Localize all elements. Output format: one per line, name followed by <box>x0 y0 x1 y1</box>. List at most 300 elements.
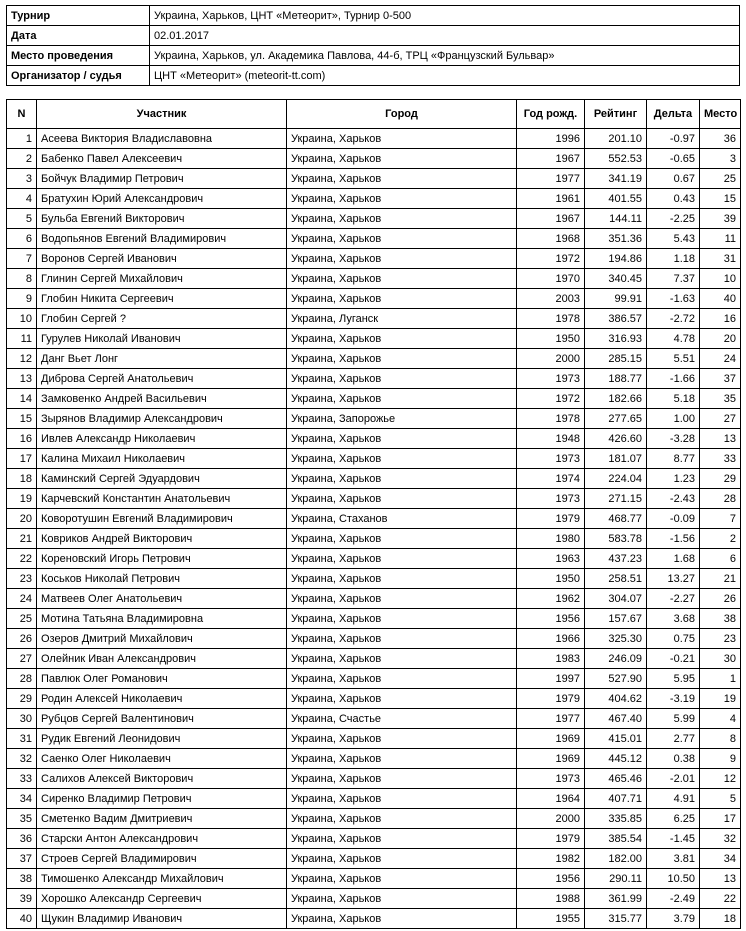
birth-year-cell: 1955 <box>517 909 585 929</box>
birth-year-cell: 2003 <box>517 289 585 309</box>
participant-name-cell: Бойчук Владимир Петрович <box>37 169 287 189</box>
delta-cell: 3.68 <box>647 609 700 629</box>
city-cell: Украина, Харьков <box>287 169 517 189</box>
city-cell: Украина, Харьков <box>287 129 517 149</box>
table-row <box>7 709 741 729</box>
delta-cell: -2.43 <box>647 489 700 509</box>
delta-cell: -2.72 <box>647 309 700 329</box>
birth-year-cell: 1978 <box>517 309 585 329</box>
participant-name-cell: Ивлев Александр Николаевич <box>37 429 287 449</box>
birth-year-cell: 1983 <box>517 649 585 669</box>
rating-cell: 182.66 <box>585 389 647 409</box>
participant-name-cell: Асеева Виктория Владиславовна <box>37 129 287 149</box>
place-cell: 23 <box>700 629 741 649</box>
rating-cell: 465.46 <box>585 769 647 789</box>
place-cell: 27 <box>700 409 741 429</box>
delta-cell: -2.01 <box>647 769 700 789</box>
birth-year-cell: 1950 <box>517 329 585 349</box>
participant-name-cell: Бабенко Павел Алексеевич <box>37 149 287 169</box>
birth-year-cell: 1956 <box>517 609 585 629</box>
place-cell: 18 <box>700 909 741 929</box>
table-row <box>7 809 741 829</box>
rating-cell: 583.78 <box>585 529 647 549</box>
participant-name-cell: Строев Сергей Владимирович <box>37 849 287 869</box>
table-row <box>7 409 741 429</box>
birth-year-cell: 1970 <box>517 269 585 289</box>
city-cell: Украина, Харьков <box>287 729 517 749</box>
participant-name-cell: Карчевский Константин Анатольевич <box>37 489 287 509</box>
rating-cell: 426.60 <box>585 429 647 449</box>
participant-name-cell: Озеров Дмитрий Михайлович <box>37 629 287 649</box>
place-cell: 17 <box>700 809 741 829</box>
place-cell: 2 <box>700 529 741 549</box>
birth-year-cell: 1977 <box>517 169 585 189</box>
table-row <box>7 769 741 789</box>
place-cell: 30 <box>700 649 741 669</box>
delta-cell: 5.95 <box>647 669 700 689</box>
table-row <box>7 549 741 569</box>
table-row <box>7 169 741 189</box>
place-cell: 3 <box>700 149 741 169</box>
delta-cell: -2.25 <box>647 209 700 229</box>
birth-year-cell: 1972 <box>517 389 585 409</box>
city-cell: Украина, Харьков <box>287 449 517 469</box>
birth-year-cell: 1974 <box>517 469 585 489</box>
table-row <box>7 309 741 329</box>
row-number-cell: 25 <box>7 609 37 629</box>
info-row <box>7 26 740 46</box>
table-row <box>7 569 741 589</box>
city-cell: Украина, Харьков <box>287 889 517 909</box>
rating-cell: 468.77 <box>585 509 647 529</box>
city-cell: Украина, Харьков <box>287 669 517 689</box>
row-number-cell: 22 <box>7 549 37 569</box>
table-row <box>7 249 741 269</box>
participant-name-cell: Братухин Юрий Александрович <box>37 189 287 209</box>
rating-cell: 437.23 <box>585 549 647 569</box>
row-number-cell: 18 <box>7 469 37 489</box>
city-cell: Украина, Харьков <box>287 429 517 449</box>
place-cell: 9 <box>700 749 741 769</box>
rating-cell: 194.86 <box>585 249 647 269</box>
table-row <box>7 509 741 529</box>
rating-cell: 467.40 <box>585 709 647 729</box>
rating-cell: 340.45 <box>585 269 647 289</box>
results-table <box>6 99 741 929</box>
results-body <box>7 129 741 929</box>
rating-cell: 386.57 <box>585 309 647 329</box>
row-number-cell: 20 <box>7 509 37 529</box>
place-cell: 10 <box>700 269 741 289</box>
delta-cell: 0.75 <box>647 629 700 649</box>
rating-cell: 304.07 <box>585 589 647 609</box>
table-row <box>7 489 741 509</box>
city-cell: Украина, Харьков <box>287 469 517 489</box>
row-number-cell: 30 <box>7 709 37 729</box>
city-cell: Украина, Харьков <box>287 909 517 929</box>
table-row <box>7 329 741 349</box>
table-row <box>7 829 741 849</box>
info-value: Украина, Харьков, ЦНТ «Метеорит», Турнир 0-500 <box>150 6 740 26</box>
delta-cell: 0.43 <box>647 189 700 209</box>
city-cell: Украина, Харьков <box>287 649 517 669</box>
delta-cell: 7.37 <box>647 269 700 289</box>
participant-name-cell: Данг Вьет Лонг <box>37 349 287 369</box>
row-number-cell: 29 <box>7 689 37 709</box>
city-cell: Украина, Харьков <box>287 249 517 269</box>
rating-cell: 182.00 <box>585 849 647 869</box>
table-row <box>7 449 741 469</box>
place-cell: 37 <box>700 369 741 389</box>
birth-year-cell: 1969 <box>517 749 585 769</box>
table-row <box>7 609 741 629</box>
birth-year-cell: 1973 <box>517 449 585 469</box>
row-number-cell: 27 <box>7 649 37 669</box>
birth-year-cell: 1973 <box>517 489 585 509</box>
rating-cell: 316.93 <box>585 329 647 349</box>
place-cell: 6 <box>700 549 741 569</box>
city-cell: Украина, Харьков <box>287 629 517 649</box>
birth-year-cell: 2000 <box>517 809 585 829</box>
delta-cell: 5.51 <box>647 349 700 369</box>
table-row <box>7 429 741 449</box>
delta-cell: -3.28 <box>647 429 700 449</box>
col-header-birth-year: Год рожд. <box>517 100 585 129</box>
participant-name-cell: Глобин Никита Сергеевич <box>37 289 287 309</box>
place-cell: 38 <box>700 609 741 629</box>
results-header-row <box>7 100 741 129</box>
place-cell: 13 <box>700 869 741 889</box>
col-header-city: Город <box>287 100 517 129</box>
delta-cell: 5.43 <box>647 229 700 249</box>
place-cell: 12 <box>700 769 741 789</box>
birth-year-cell: 1997 <box>517 669 585 689</box>
birth-year-cell: 1967 <box>517 209 585 229</box>
row-number-cell: 28 <box>7 669 37 689</box>
birth-year-cell: 1963 <box>517 549 585 569</box>
rating-cell: 157.67 <box>585 609 647 629</box>
info-label: Организатор / судья <box>7 66 150 86</box>
participant-name-cell: Диброва Сергей Анатольевич <box>37 369 287 389</box>
city-cell: Украина, Харьков <box>287 389 517 409</box>
rating-cell: 315.77 <box>585 909 647 929</box>
city-cell: Украина, Харьков <box>287 689 517 709</box>
table-row <box>7 349 741 369</box>
row-number-cell: 4 <box>7 189 37 209</box>
birth-year-cell: 1980 <box>517 529 585 549</box>
participant-name-cell: Олейник Иван Александрович <box>37 649 287 669</box>
table-row <box>7 629 741 649</box>
rating-cell: 285.15 <box>585 349 647 369</box>
table-row <box>7 269 741 289</box>
birth-year-cell: 2000 <box>517 349 585 369</box>
row-number-cell: 24 <box>7 589 37 609</box>
birth-year-cell: 1979 <box>517 509 585 529</box>
delta-cell: 1.18 <box>647 249 700 269</box>
participant-name-cell: Воронов Сергей Иванович <box>37 249 287 269</box>
info-value: ЦНТ «Метеорит» (meteorit-tt.com) <box>150 66 740 86</box>
col-header-number: N <box>7 100 37 129</box>
birth-year-cell: 1948 <box>517 429 585 449</box>
city-cell: Украина, Харьков <box>287 549 517 569</box>
participant-name-cell: Глинин Сергей Михайлович <box>37 269 287 289</box>
birth-year-cell: 1967 <box>517 149 585 169</box>
participant-name-cell: Калина Михаил Николаевич <box>37 449 287 469</box>
rating-cell: 246.09 <box>585 649 647 669</box>
delta-cell: -0.65 <box>647 149 700 169</box>
participant-name-cell: Тимошенко Александр Михайлович <box>37 869 287 889</box>
rating-cell: 290.11 <box>585 869 647 889</box>
city-cell: Украина, Харьков <box>287 289 517 309</box>
delta-cell: 4.78 <box>647 329 700 349</box>
city-cell: Украина, Харьков <box>287 189 517 209</box>
row-number-cell: 37 <box>7 849 37 869</box>
table-row <box>7 229 741 249</box>
place-cell: 39 <box>700 209 741 229</box>
place-cell: 40 <box>700 289 741 309</box>
place-cell: 7 <box>700 509 741 529</box>
participant-name-cell: Хорошко Александр Сергеевич <box>37 889 287 909</box>
info-value: 02.01.2017 <box>150 26 740 46</box>
delta-cell: 0.67 <box>647 169 700 189</box>
delta-cell: -0.21 <box>647 649 700 669</box>
info-label: Турнир <box>7 6 150 26</box>
col-header-delta: Дельта <box>647 100 700 129</box>
table-row <box>7 289 741 309</box>
birth-year-cell: 1969 <box>517 729 585 749</box>
participant-name-cell: Коськов Николай Петрович <box>37 569 287 589</box>
row-number-cell: 6 <box>7 229 37 249</box>
row-number-cell: 14 <box>7 389 37 409</box>
row-number-cell: 5 <box>7 209 37 229</box>
table-row <box>7 529 741 549</box>
delta-cell: 3.79 <box>647 909 700 929</box>
place-cell: 26 <box>700 589 741 609</box>
city-cell: Украина, Харьков <box>287 269 517 289</box>
col-header-place: Место <box>700 100 741 129</box>
row-number-cell: 9 <box>7 289 37 309</box>
birth-year-cell: 1979 <box>517 829 585 849</box>
delta-cell: 8.77 <box>647 449 700 469</box>
row-number-cell: 10 <box>7 309 37 329</box>
place-cell: 22 <box>700 889 741 909</box>
col-header-rating: Рейтинг <box>585 100 647 129</box>
participant-name-cell: Саенко Олег Николаевич <box>37 749 287 769</box>
table-row <box>7 789 741 809</box>
row-number-cell: 1 <box>7 129 37 149</box>
participant-name-cell: Ковриков Андрей Викторович <box>37 529 287 549</box>
rating-cell: 341.19 <box>585 169 647 189</box>
table-row <box>7 909 741 929</box>
delta-cell: 4.91 <box>647 789 700 809</box>
row-number-cell: 36 <box>7 829 37 849</box>
city-cell: Украина, Харьков <box>287 229 517 249</box>
city-cell: Украина, Харьков <box>287 349 517 369</box>
city-cell: Украина, Харьков <box>287 869 517 889</box>
participant-name-cell: Салихов Алексей Викторович <box>37 769 287 789</box>
row-number-cell: 31 <box>7 729 37 749</box>
place-cell: 13 <box>700 429 741 449</box>
info-label: Дата <box>7 26 150 46</box>
table-row <box>7 389 741 409</box>
delta-cell: 13.27 <box>647 569 700 589</box>
row-number-cell: 40 <box>7 909 37 929</box>
table-row <box>7 689 741 709</box>
city-cell: Украина, Харьков <box>287 829 517 849</box>
rating-cell: 335.85 <box>585 809 647 829</box>
city-cell: Украина, Харьков <box>287 849 517 869</box>
participant-name-cell: Мотина Татьяна Владимировна <box>37 609 287 629</box>
city-cell: Украина, Харьков <box>287 749 517 769</box>
participant-name-cell: Кореновский Игорь Петрович <box>37 549 287 569</box>
info-row <box>7 6 740 26</box>
table-row <box>7 869 741 889</box>
delta-cell: 5.99 <box>647 709 700 729</box>
participant-name-cell: Сиренко Владимир Петрович <box>37 789 287 809</box>
row-number-cell: 13 <box>7 369 37 389</box>
info-value: Украина, Харьков, ул. Академика Павлова, 44-б, ТРЦ «Французский Бульвар» <box>150 46 740 66</box>
table-row <box>7 849 741 869</box>
rating-cell: 258.51 <box>585 569 647 589</box>
tournament-info-body <box>7 6 740 86</box>
participant-name-cell: Коворотушин Евгений Владимирович <box>37 509 287 529</box>
participant-name-cell: Сметенко Вадим Дмитриевич <box>37 809 287 829</box>
participant-name-cell: Павлюк Олег Романович <box>37 669 287 689</box>
place-cell: 21 <box>700 569 741 589</box>
row-number-cell: 3 <box>7 169 37 189</box>
birth-year-cell: 1956 <box>517 869 585 889</box>
place-cell: 20 <box>700 329 741 349</box>
rating-cell: 445.12 <box>585 749 647 769</box>
delta-cell: -1.45 <box>647 829 700 849</box>
birth-year-cell: 1977 <box>517 709 585 729</box>
delta-cell: 5.18 <box>647 389 700 409</box>
tournament-info-table <box>6 5 740 86</box>
row-number-cell: 32 <box>7 749 37 769</box>
birth-year-cell: 1961 <box>517 189 585 209</box>
row-number-cell: 35 <box>7 809 37 829</box>
participant-name-cell: Бульба Евгений Викторович <box>37 209 287 229</box>
table-row <box>7 589 741 609</box>
row-number-cell: 26 <box>7 629 37 649</box>
city-cell: Украина, Счастье <box>287 709 517 729</box>
participant-name-cell: Родин Алексей Николаевич <box>37 689 287 709</box>
row-number-cell: 8 <box>7 269 37 289</box>
participant-name-cell: Зырянов Владимир Александрович <box>37 409 287 429</box>
table-row <box>7 889 741 909</box>
participant-name-cell: Водопьянов Евгений Владимирович <box>37 229 287 249</box>
birth-year-cell: 1979 <box>517 689 585 709</box>
place-cell: 36 <box>700 129 741 149</box>
place-cell: 5 <box>700 789 741 809</box>
table-row <box>7 189 741 209</box>
rating-cell: 99.91 <box>585 289 647 309</box>
birth-year-cell: 1950 <box>517 569 585 589</box>
birth-year-cell: 1968 <box>517 229 585 249</box>
birth-year-cell: 1966 <box>517 629 585 649</box>
rating-cell: 201.10 <box>585 129 647 149</box>
city-cell: Украина, Харьков <box>287 529 517 549</box>
delta-cell: -0.97 <box>647 129 700 149</box>
rating-cell: 271.15 <box>585 489 647 509</box>
participant-name-cell: Рубцов Сергей Валентинович <box>37 709 287 729</box>
place-cell: 34 <box>700 849 741 869</box>
birth-year-cell: 1962 <box>517 589 585 609</box>
row-number-cell: 7 <box>7 249 37 269</box>
row-number-cell: 2 <box>7 149 37 169</box>
delta-cell: 6.25 <box>647 809 700 829</box>
table-row <box>7 209 741 229</box>
birth-year-cell: 1982 <box>517 849 585 869</box>
rating-cell: 527.90 <box>585 669 647 689</box>
table-row <box>7 469 741 489</box>
row-number-cell: 21 <box>7 529 37 549</box>
participant-name-cell: Глобин Сергей ? <box>37 309 287 329</box>
place-cell: 24 <box>700 349 741 369</box>
place-cell: 1 <box>700 669 741 689</box>
rating-cell: 407.71 <box>585 789 647 809</box>
place-cell: 29 <box>700 469 741 489</box>
delta-cell: -2.49 <box>647 889 700 909</box>
row-number-cell: 11 <box>7 329 37 349</box>
delta-cell: -0.09 <box>647 509 700 529</box>
city-cell: Украина, Харьков <box>287 589 517 609</box>
row-number-cell: 38 <box>7 869 37 889</box>
birth-year-cell: 1978 <box>517 409 585 429</box>
delta-cell: -2.27 <box>647 589 700 609</box>
city-cell: Украина, Харьков <box>287 329 517 349</box>
city-cell: Украина, Харьков <box>287 209 517 229</box>
rating-cell: 325.30 <box>585 629 647 649</box>
place-cell: 35 <box>700 389 741 409</box>
table-row <box>7 669 741 689</box>
city-cell: Украина, Харьков <box>287 569 517 589</box>
place-cell: 11 <box>700 229 741 249</box>
participant-name-cell: Рудик Евгений Леонидович <box>37 729 287 749</box>
birth-year-cell: 1972 <box>517 249 585 269</box>
col-header-participant: Участник <box>37 100 287 129</box>
birth-year-cell: 1996 <box>517 129 585 149</box>
city-cell: Украина, Стаханов <box>287 509 517 529</box>
place-cell: 25 <box>700 169 741 189</box>
place-cell: 8 <box>700 729 741 749</box>
participant-name-cell: Щукин Владимир Иванович <box>37 909 287 929</box>
info-row <box>7 46 740 66</box>
delta-cell: 1.68 <box>647 549 700 569</box>
city-cell: Украина, Харьков <box>287 809 517 829</box>
table-row <box>7 369 741 389</box>
row-number-cell: 12 <box>7 349 37 369</box>
city-cell: Украина, Харьков <box>287 489 517 509</box>
table-row <box>7 149 741 169</box>
place-cell: 31 <box>700 249 741 269</box>
place-cell: 4 <box>700 709 741 729</box>
delta-cell: 1.00 <box>647 409 700 429</box>
participant-name-cell: Гурулев Николай Иванович <box>37 329 287 349</box>
row-number-cell: 17 <box>7 449 37 469</box>
row-number-cell: 33 <box>7 769 37 789</box>
rating-cell: 361.99 <box>585 889 647 909</box>
delta-cell: -1.63 <box>647 289 700 309</box>
info-label: Место проведения <box>7 46 150 66</box>
participant-name-cell: Старски Антон Александрович <box>37 829 287 849</box>
row-number-cell: 23 <box>7 569 37 589</box>
row-number-cell: 39 <box>7 889 37 909</box>
place-cell: 19 <box>700 689 741 709</box>
city-cell: Украина, Харьков <box>287 769 517 789</box>
place-cell: 16 <box>700 309 741 329</box>
delta-cell: -1.56 <box>647 529 700 549</box>
